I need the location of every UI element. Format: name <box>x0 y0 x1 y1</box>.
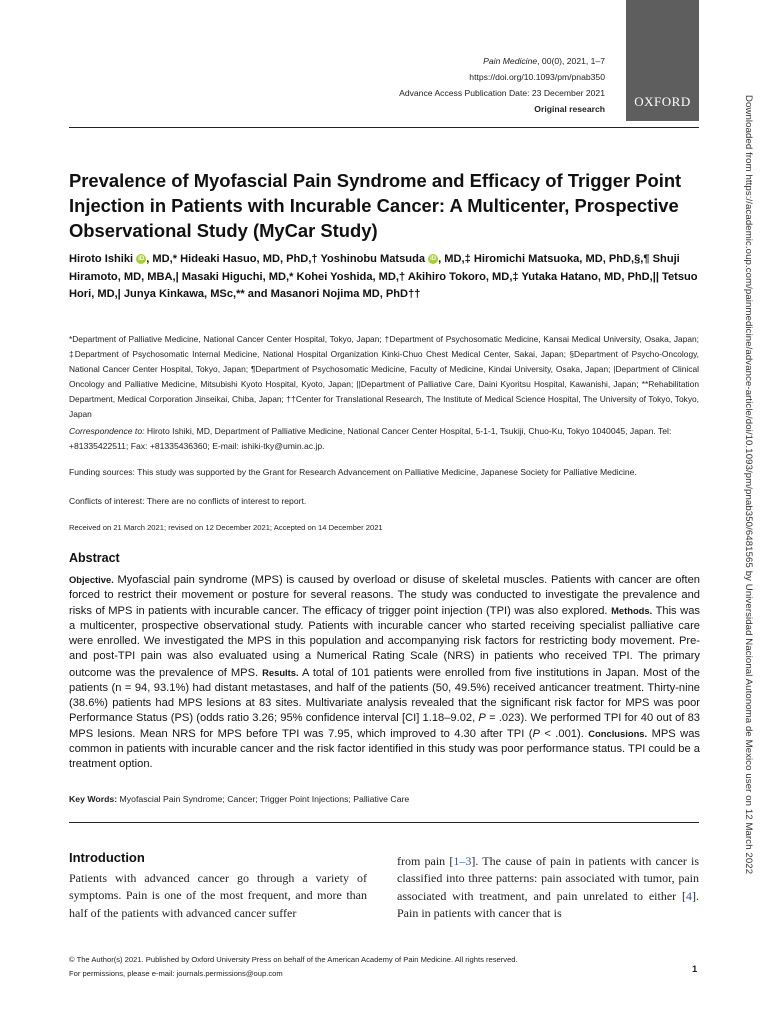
p-value-symbol: P <box>478 711 486 724</box>
author-list-part-1: , MD,* Hideaki Hasuo, MD, PhD,† Yoshinobu Matsuda <box>146 253 426 265</box>
oxford-logo-text: OXFORD <box>634 94 691 109</box>
received-dates: Received on 21 March 2021; revised on 12 December 2021; Accepted on 14 December 2021 <box>69 523 383 532</box>
funding-statement: Funding sources: This study was supported by the Grant for Research Advancement on Palliative Medicine, Japanese Society for Palliative Medicine. <box>69 467 637 477</box>
objective-label: Objective. <box>69 574 114 585</box>
article-title: Prevalence of Myofascial Pain Syndrome and Efficacy of Trigger Point Injection in Patients with Incurable Cancer: A Multicenter, Prospective Observational Study (MyCar Study) <box>69 170 682 241</box>
journal-citation <box>399 53 605 69</box>
article-header <box>399 53 605 117</box>
intro-text-3: ]. Pain in patients with cancer that is <box>397 888 699 920</box>
page-footer <box>69 953 518 981</box>
author-list-part-2: , MD,‡ Hiromichi Matsuoka, MD, PhD,§,¶ Shuji Hiramoto, MD, MBA,| Masaki Higuchi, MD,* Kohei Yoshida, MD,† Akihiro Tokoro, MD,‡ Yutaka Hatano, MD, PhD,|| Tetsuo Hori, MD,| Junya Kinkawa, MSc,** and Masanori Nojima MD, PhD†† <box>69 253 698 300</box>
reference-link-1[interactable]: 1 <box>453 854 460 868</box>
reference-link-dash: – <box>459 854 466 868</box>
advance-access-date: Advance Access Publication Date: 23 December 2021 <box>399 88 605 98</box>
journal-name: Pain Medicine <box>483 56 538 66</box>
keywords-label: Key Words: <box>69 794 118 804</box>
reference-link-4[interactable]: 4 <box>686 888 692 903</box>
journal-volume: , 00(0), 2021, 1–7 <box>537 56 605 66</box>
correspondence <box>69 424 699 454</box>
orcid-icon[interactable]: iD <box>138 256 145 263</box>
keywords-text: Myofascial Pain Syndrome; Cancer; Trigger Point Injections; Palliative Care <box>117 794 410 804</box>
oxford-logo <box>626 0 699 121</box>
abstract-heading: Abstract <box>69 551 120 565</box>
introduction-left-column: Patients with advanced cancer go through a variety of symptoms. Pain is one of the most frequent, and more than half of the patients with advanced cancer suffer <box>69 871 367 920</box>
results-label: Results. <box>262 666 299 678</box>
author-first: Hiroto Ishiki <box>69 253 134 265</box>
keywords <box>69 792 699 806</box>
conclusions-text: MPS was common in patients with incurable cancer and the risk factor identified in this study was poor performance status. TPI could be a treatment option. <box>69 727 700 771</box>
introduction-right-column <box>397 853 699 922</box>
correspondence-text: Hiroto Ishiki, MD, Department of Palliative Medicine, National Cancer Center Hospital, 5-1-1, Tsukiji, Chuo-Ku, Tokyo 1040045, Japan. Tel: +81335422511; Fax: +81335436360; E-mail: ishiki-tky@umin.ac.jp. <box>69 426 672 451</box>
orcid-icon[interactable]: iD <box>430 256 437 263</box>
doi-link[interactable]: https://doi.org/10.1093/pm/pnab350 <box>469 72 605 82</box>
results-text-1: A total of 101 patients were enrolled from five institutions in Japan. Most of the patients (n = 94, 93.1%) had distant metastases, and half of the patients (50, 49.5%) received anticancer treatment. Thirty-nine (38.6%) patients had MPS lesions at 83 sites. Multivariate analysis revealed that the significant risk factor for MPS was poor Performance Status (PS) (odds ratio 3.26; 95% confidence interval [CI] 1.18–9.02, <box>69 666 700 724</box>
download-watermark: Downloaded from https://academic.oup.com/painmedicine/advance-article/doi/10.1093/pm/pnab350/6481565 by Universidad Nacional Autonoma de Mexico user on 12 March 2022 <box>743 95 754 875</box>
header-divider <box>69 127 699 128</box>
author-list <box>69 251 701 304</box>
p-value-symbol: P <box>532 727 540 740</box>
results-text-2: = .023). We performed TPI for 40 out of 83 MPS lesions. Mean NRS for MPS before TPI was 7.95, which improved to 4.30 after TPI ( <box>69 711 700 740</box>
conclusions-label: Conclusions. <box>588 727 648 739</box>
results-text-3: < .001). <box>539 727 584 740</box>
objective-text: Myofascial pain syndrome (MPS) is caused by overload or disuse of skeletal muscles. Patients with cancer are often forced to restrict their movement or posture for several reasons. The study was conducted to investigate the prevalence and risks of MPS in patients with incurable cancer. The efficacy of trigger point injection (TPI) was also explored. <box>69 574 700 618</box>
conflicts-statement: Conflicts of interest: There are no conflicts of interest to report. <box>69 496 307 506</box>
abstract-body <box>69 572 700 772</box>
affiliations: *Department of Palliative Medicine, National Cancer Center Hospital, Tokyo, Japan; †Department of Psychosomatic Medicine, Kansai Medical University, Osaka, Japan; ‡Department of Psychosomatic Internal Medicine, National Hospital Organization Kinki-Chuo Chest Medical Center, Sakai, Japan; §Department of Psycho-Oncology, National Cancer Center Hospital, Tokyo, Japan; ¶Department of Psychosomatic Medicine, Faculty of Medicine, Kindai University, Osaka, Japan; |Department of Clinical Oncology and Palliative Medicine, Mitsubishi Kyoto Hospital, Kyoto, Japan; ||Department of Palliative Care, Daini Kyoritsu Hospital, Kawanishi, Japan; **Rehabilitation Department, Medical Corporation Jinseikai, Chiba, Japan; ††Center for Translational Research, The Institute of Medical Science Hospital, The University of Tokyo, Tokyo, Japan <box>69 334 699 419</box>
intro-text-1: from pain [ <box>397 854 454 868</box>
page-number: 1 <box>692 964 698 975</box>
permissions-notice: For permissions, please e-mail: journals.permissions@oup.com <box>69 969 283 978</box>
methods-label: Methods. <box>611 605 653 617</box>
introduction-heading: Introduction <box>69 850 145 865</box>
section-divider <box>69 822 699 823</box>
intro-text-2: ]. The cause of pain in patients with cancer is classified into three patterns: pain associated with tumor, pain associated with treatment, and pain unrelated to either [ <box>397 854 699 903</box>
methods-text: This was a multicenter, prospective observational study. Patients with incurable cancer who started receiving specialist palliative care were enrolled. We investigated the MPS in this population and accompanying risk factors for restricting body movement. Pre- and post-TPI pain was also evaluated using a Numerical Rating Scale (NRS) in patients who received TPI. The primary outcome was the prevalence of MPS. <box>69 605 700 679</box>
copyright-notice: © The Author(s) 2021. Published by Oxford University Press on behalf of the American Academy of Pain Medicine. All rights reserved. <box>69 955 518 964</box>
reference-link-3[interactable]: 3 <box>465 854 472 868</box>
article-type: Original research <box>534 104 605 114</box>
correspondence-label: Correspondence to: <box>69 426 145 436</box>
